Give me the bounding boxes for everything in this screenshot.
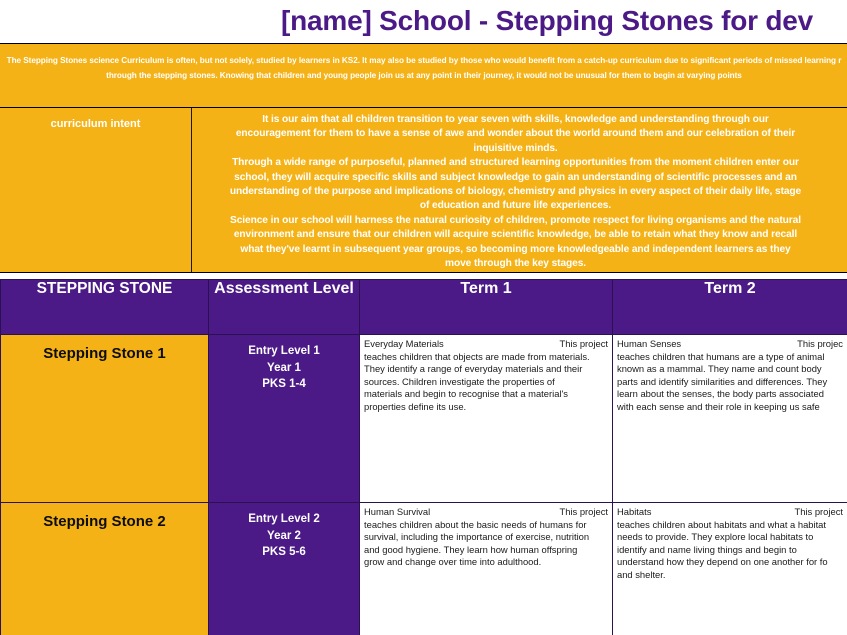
assessment-level-line: Entry Level 1 <box>248 345 320 357</box>
assessment-level-cell <box>209 335 360 503</box>
term1-project-cell <box>360 503 613 635</box>
assessment-level-cell <box>209 503 360 635</box>
project-description <box>364 351 608 414</box>
project-line: grow and change over time into adulthood. <box>364 556 542 568</box>
project-line: materials and begin to recognise that a material's <box>364 388 568 400</box>
intent-line: encouragement for them to have a sense of awe and wonder about the world around them and our celebration of their <box>235 128 796 140</box>
assessment-level-line: Entry Level 2 <box>248 513 320 525</box>
project-line: with each sense and their role in keeping us safe <box>617 400 820 412</box>
project-description <box>617 519 843 582</box>
stone-name-cell: Stepping Stone 2 <box>1 503 209 635</box>
assessment-pks-line: PKS 5-6 <box>262 546 306 558</box>
assessment-year-line: Year 1 <box>267 361 301 374</box>
project-line: and good hygiene. They learn how human offspring <box>364 543 578 555</box>
project-title: Everyday Materials <box>364 338 444 349</box>
project-description <box>617 351 843 414</box>
column-header-stepping-stone: STEPPING STONE <box>1 280 209 335</box>
stone-name-cell: Stepping Stone 1 <box>1 335 209 503</box>
project-title: Human Senses <box>617 338 682 349</box>
intent-line: Through a wide range of purposeful, planned and structured learning opportunities from the moment children enter our <box>232 157 799 169</box>
assessment-year-line: Year 2 <box>267 529 301 542</box>
project-line: teaches children about the basic needs of humans for <box>364 518 587 530</box>
project-title: Human Survival <box>364 506 431 517</box>
project-description <box>364 519 608 569</box>
intro-banner-text <box>0 53 847 83</box>
term2-project-cell <box>613 503 847 635</box>
curriculum-table <box>0 279 847 635</box>
project-line: parts and identify similarities and differences. They <box>617 375 828 387</box>
table-row <box>1 335 847 503</box>
project-line: teaches children that objects are made from materials. <box>364 350 590 362</box>
intent-line: It is our aim that all children transition to year seven with skills, knowledge and understanding through our <box>262 114 769 125</box>
project-tag: This projec <box>797 338 843 349</box>
column-header-term-2: Term 2 <box>613 280 847 335</box>
project-line: needs to provide. They explore local habitats to <box>617 531 814 543</box>
page-title: [name] School - Stepping Stones for dev <box>281 5 814 36</box>
project-tag: This project <box>559 338 608 349</box>
intent-line: of education and future life experiences. <box>419 200 612 212</box>
curriculum-intent-text <box>192 113 847 271</box>
curriculum-intent-label-cell <box>0 108 192 272</box>
curriculum-intent-label: curriculum intent <box>50 118 141 130</box>
project-line: sources. Children investigate the properties of <box>364 375 555 387</box>
assessment-pks-line: PKS 1-4 <box>262 378 306 390</box>
title-band <box>0 0 847 43</box>
column-header-assessment-level: Assessment Level <box>209 280 360 335</box>
table-row <box>1 503 847 635</box>
project-line: identify and name living things and begin to <box>617 543 797 555</box>
table-header <box>1 280 847 335</box>
intent-line: move through the key stages. <box>445 258 586 270</box>
project-line: properties define its use. <box>364 400 467 412</box>
project-line: known as a mammal. They name and count body <box>617 363 822 375</box>
term1-project-cell <box>360 335 613 503</box>
intent-line: school, they will acquire specific skills and subject knowledge to gain an understanding of scientific processes and an <box>234 171 797 183</box>
intent-line: what they've learnt in subsequent year groups, so becoming more knowledgeable and independent learners as they <box>240 243 791 255</box>
column-header-term-1: Term 1 <box>360 280 613 335</box>
curriculum-intent-row <box>0 107 847 273</box>
project-line: learn about the senses, the body parts associated <box>617 388 824 400</box>
project-line: They identify a range of everyday materials and their <box>364 363 583 375</box>
project-line: understand how they depend on one another for fo <box>617 556 828 568</box>
project-heading <box>617 338 843 351</box>
project-line: and shelter. <box>617 568 666 580</box>
intro-line: The Stepping Stones science Curriculum is often, but not solely, studied by learners in KS2. It may also be studied by those who would benefit from a catch-up curriculum due to significant periods of missed learning r <box>6 56 842 65</box>
intent-line: inquisitive minds. <box>473 142 558 154</box>
project-title: Habitats <box>617 506 652 517</box>
intent-line: understanding of the purpose and implications of biology, chemistry and physics in every aspect of their daily life, stage <box>229 186 802 198</box>
project-heading <box>364 338 608 351</box>
table-header-row <box>1 280 847 335</box>
project-tag: This project <box>559 506 608 517</box>
intro-line: through the stepping stones. Knowing that children and young people join us at any point in their journey, it would not be unusual for them to begin at varying points <box>106 71 742 80</box>
curriculum-intent-body-cell <box>192 108 847 272</box>
project-line: survival, including the importance of exercise, nutrition <box>364 531 590 543</box>
project-heading <box>617 506 843 519</box>
project-tag: This project <box>794 506 843 517</box>
intent-line: environment and ensure that our children will acquire scientific knowledge, be able to retain what they know and recall <box>233 229 798 241</box>
project-line: teaches children that humans are a type of animal <box>617 350 825 362</box>
intro-banner <box>0 43 847 107</box>
project-line: teaches children about habitats and what a habitat <box>617 518 827 530</box>
term2-project-cell <box>613 335 847 503</box>
project-heading <box>364 506 608 519</box>
intent-line: Science in our school will harness the natural curiosity of children, promote respect for living organisms and the natural <box>230 214 801 226</box>
table-body <box>1 335 847 635</box>
